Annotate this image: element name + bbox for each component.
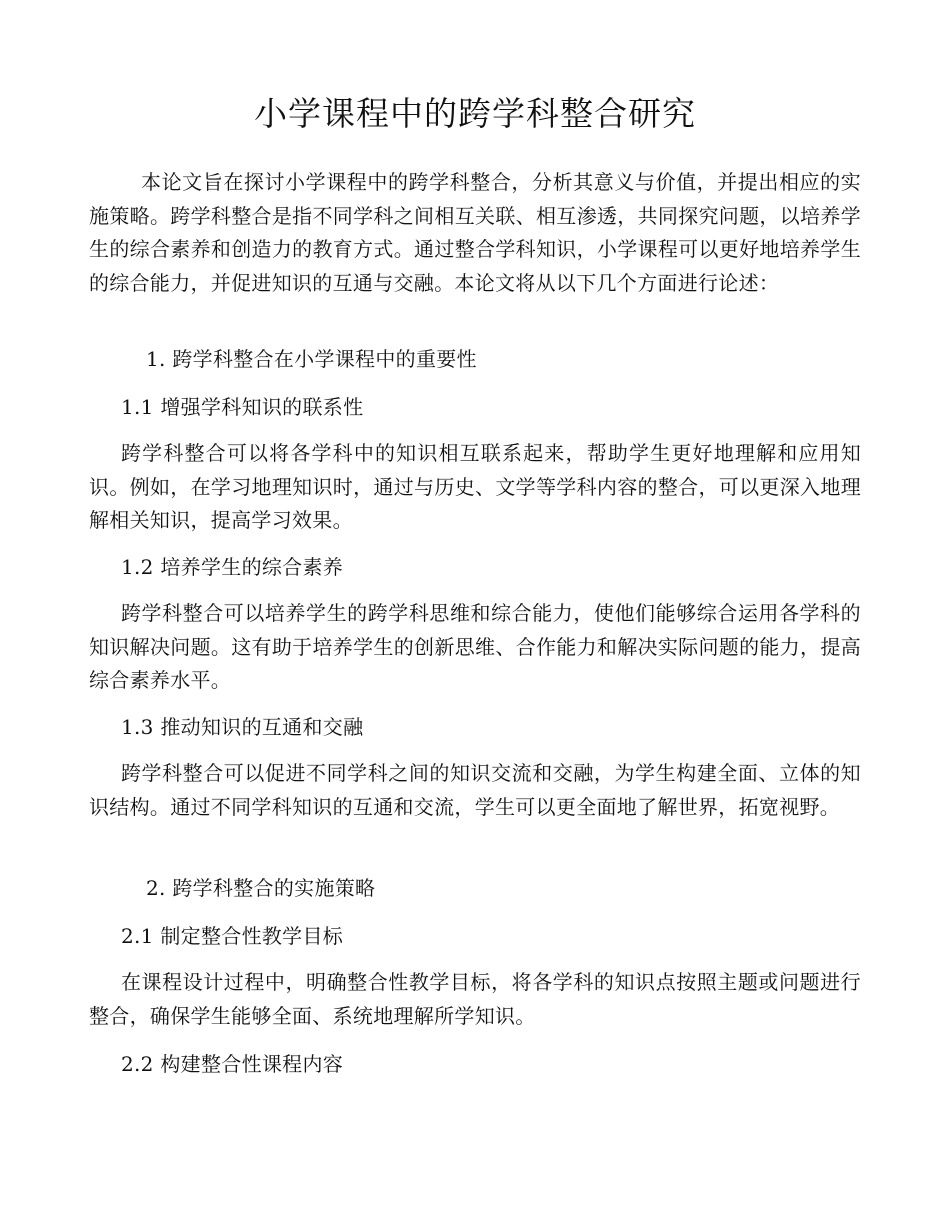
intro-paragraph: 本论文旨在探讨小学课程中的跨学科整合，分析其意义与价值，并提出相应的实施策略。跨学科整合是指不同学科之间相互关联、相互渗透，共同探究问题，以培养学生的综合素养和创造力的教育方式。通过整合学科知识，小学课程可以更好地培养学生的综合能力，并促进知识的互通与交融。本论文将从以下几个方面进行论述：	[89, 170, 861, 295]
section-2-heading: 2. 跨学科整合的实施策略	[146, 876, 376, 900]
section-1-2-heading: 1.2 培养学生的综合素养	[121, 555, 344, 579]
section-1-3-body: 跨学科整合可以促进不同学科之间的知识交流和交融，为学生构建全面、立体的知识结构。通过不同学科知识的互通和交流，学生可以更全面地了解世界，拓宽视野。	[89, 761, 861, 819]
document-title: 小学课程中的跨学科整合研究	[254, 94, 696, 133]
section-2-2-heading: 2.2 构建整合性课程内容	[121, 1052, 344, 1076]
section-1-2-body: 跨学科整合可以培养学生的跨学科思维和综合能力，使他们能够综合运用各学科的知识解决问题。这有助于培养学生的创新思维、合作能力和解决实际问题的能力，提高综合素养水平。	[89, 601, 861, 692]
section-2-1-body: 在课程设计过程中，明确整合性教学目标，将各学科的知识点按照主题或问题进行整合，确保学生能够全面、系统地理解所学知识。	[89, 970, 861, 1028]
section-1-heading: 1. 跨学科整合在小学课程中的重要性	[146, 347, 477, 371]
section-1-1-heading: 1.1 增强学科知识的联系性	[121, 395, 364, 419]
section-1-1-body: 跨学科整合可以将各学科中的知识相互联系起来，帮助学生更好地理解和应用知识。例如，在学习地理知识时，通过与历史、文学等学科内容的整合，可以更深入地理解相关知识，提高学习效果。	[89, 441, 861, 532]
section-2-1-heading: 2.1 制定整合性教学目标	[121, 924, 344, 948]
section-1-3-heading: 1.3 推动知识的互通和交融	[121, 715, 364, 739]
